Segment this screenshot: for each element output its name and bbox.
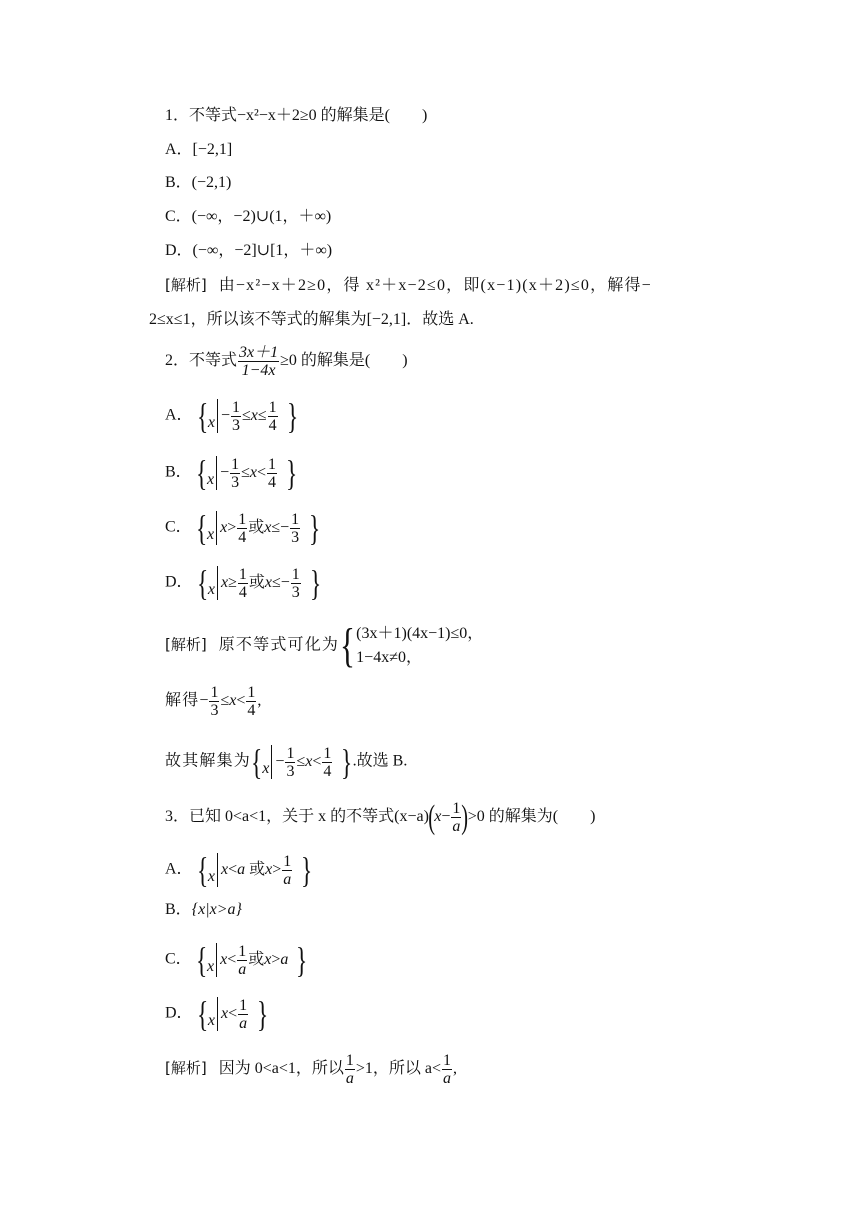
q3-analysis-text3: , [453,1060,458,1078]
q3-analysis-text1: 因为 0<a<1，所以 [218,1060,344,1078]
set-builder: x − $\frac{1}{3}$ ≤ x < $\frac{1}{4}$ [206,455,277,491]
option-label: C． [165,950,192,968]
left-brace: { [196,396,208,436]
right-brace: } [309,563,322,603]
option-label: A． [165,860,193,878]
q2-analysis-intro: 原不等式可化为 [218,636,340,654]
right-brace: } [257,994,269,1034]
q3-option-b [165,900,242,920]
analysis-tag: [解析] [165,1059,207,1078]
option-label: C． [165,518,192,536]
q1-option-c: C．(−∞，−2)∪(1，＋∞) [165,208,332,225]
right-brace: } [286,453,298,493]
q2-stem-prefix: 2．不等式 [165,352,238,370]
option-label: D． [165,1004,193,1022]
option-label: B． [165,463,192,481]
q1-option-a: A．[−2,1] [165,141,233,158]
q1-analysis-text: 由−x²−x＋2≥0，得 x²＋x−2≤0，即(x−1)(x＋2)≤0，解得− [218,277,652,294]
q2-option-a [165,398,298,434]
set-builder: x x < a 或 x > $\frac{1}{a}$ [207,852,292,888]
right-brace: } [296,940,308,980]
q3-option-c [165,942,308,978]
left-brace: { [251,742,263,782]
q3-option-b-set: {x|x>a} [191,901,242,918]
q3-stem: 3．已知 0<a<1，关于 x 的不等式(x−a)(x− $\frac{1}{a}$ )>0 的解集为( ) [165,798,596,836]
q2-solve: 解得− $\frac{1}{3}$ ≤x< $\frac{1}{4}$ , [165,684,262,719]
system-row-1: (3x＋1)(4x−1)≤0， [356,625,484,642]
q3-stem-prefix: 3．已知 0<a<1，关于 x 的不等式(x−a) [165,808,429,826]
right-brace: } [341,742,353,782]
q2-option-b [165,455,297,491]
option-label: D． [165,573,193,591]
fraction-numerator: 3x＋1 [239,344,279,361]
left-brace: { [196,563,208,603]
q1-analysis-line2: 2≤x≤1，所以该不等式的解集为[−2,1]．故选 A. [149,311,474,328]
q2-option-c [165,510,320,546]
q1-analysis-line1 [165,275,652,296]
left-paren: ( [428,798,435,836]
option-label: B． [165,901,192,918]
q3-analysis-text2: >1，所以 a< [355,1060,442,1078]
set-builder: x x ≥ $\frac{1}{4}$ 或 x ≤− $\frac{1}{3}$ [207,565,300,601]
q3-analysis: [解析] 因为 0<a<1，所以 $\frac{1}{a}$ >1，所以 a< $\frac{1}{a}$ , [165,1052,458,1087]
inequality-system [339,619,484,672]
system-brace: { [340,619,356,672]
analysis-tag: [解析] [165,276,207,294]
fraction-denominator: 1−4x [241,362,276,379]
q2-stem-suffix: ≥0 的解集是( ) [280,352,408,370]
q3-option-a [165,852,313,888]
left-brace: { [195,453,207,493]
q2-solve-text: 解得 [165,692,200,710]
system-row-2: 1−4x≠0， [356,649,422,666]
q2-conclusion-suffix: .故选 B. [352,752,408,770]
left-brace: { [196,994,208,1034]
q1-option-b: B．(−2,1) [165,174,232,191]
set-builder: x − $\frac{1}{3}$ ≤ x ≤ $\frac{1}{4}$ [207,398,277,434]
left-brace: { [195,508,207,548]
set-builder: x x < $\frac{1}{a}$ [207,996,248,1032]
q1-option-d: D．(−∞，−2]∪[1，＋∞) [165,242,333,259]
q2-stem [165,344,408,379]
q2-stem-fraction [238,344,279,379]
analysis-tag: [解析] [165,635,207,654]
q1-stem: 1．不等式−x²−x＋2≥0 的解集是( ) [165,107,428,124]
q2-option-d [165,565,321,601]
left-brace: { [196,850,208,890]
right-brace: } [309,508,321,548]
q2-analysis [165,619,484,672]
q2-conclusion-prefix: 故其解集为 [165,752,252,770]
q3-option-d [165,996,268,1032]
set-builder: x − $\frac{1}{3}$ ≤ x < $\frac{1}{4}$ [262,744,332,780]
right-brace: } [301,850,313,890]
right-brace: } [286,396,298,436]
left-brace: { [195,940,207,980]
set-builder: x x > $\frac{1}{4}$ 或 x ≤− $\frac{1}{3}$ [206,510,300,546]
q3-stem-suffix: >0 的解集为( ) [467,808,596,826]
set-builder: x x < $\frac{1}{a}$ 或 x > a [206,942,289,978]
q2-conclusion [165,744,407,780]
right-paren: ) [461,798,469,836]
option-label: A． [165,406,193,424]
